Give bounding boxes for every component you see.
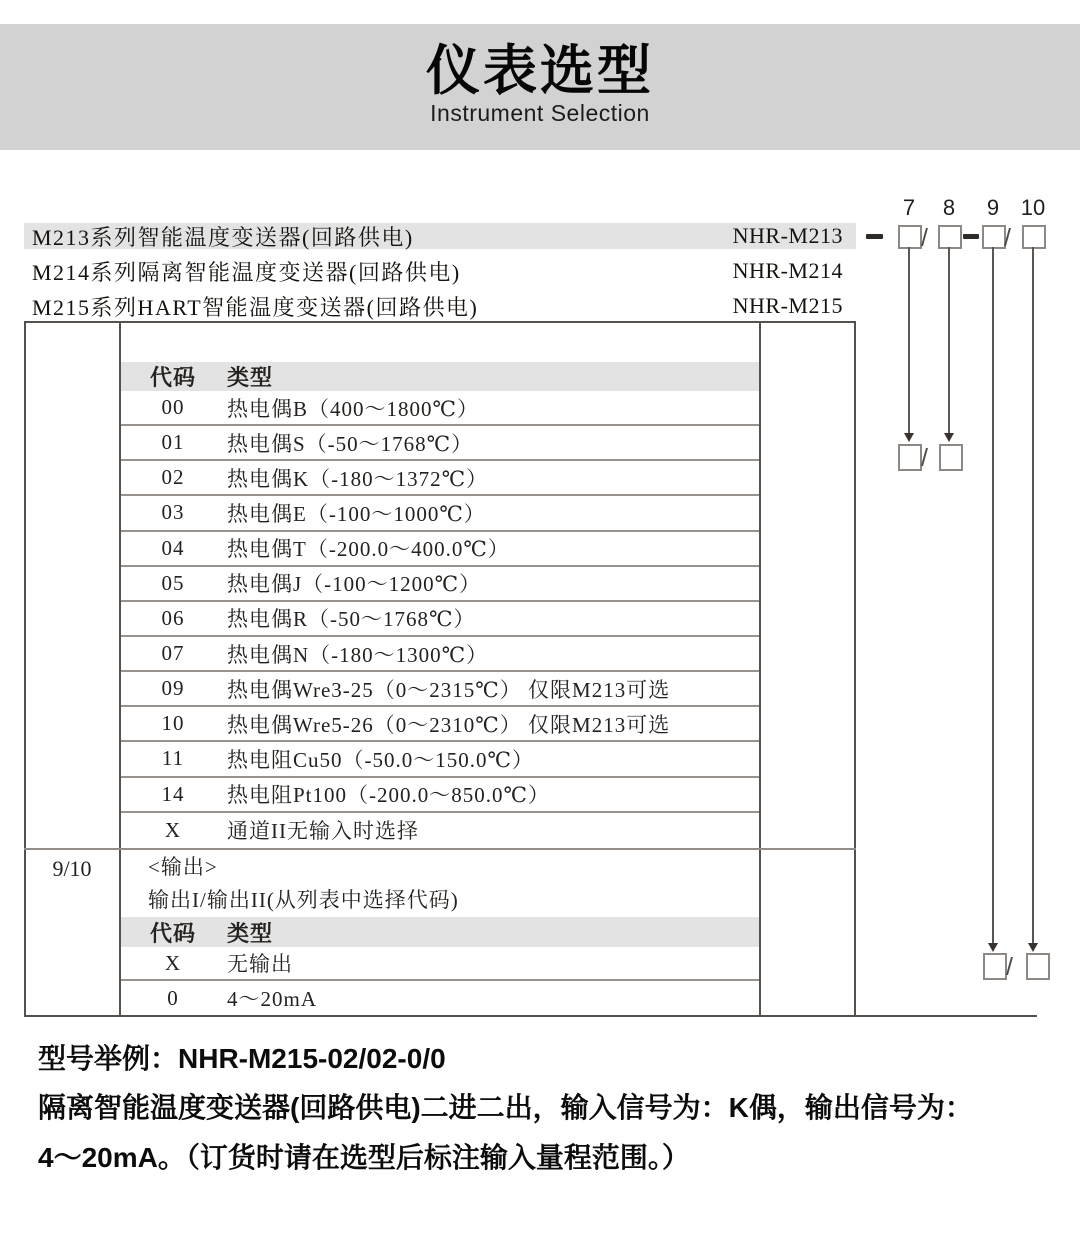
position-number-9: 9 bbox=[986, 195, 1000, 220]
selector-box-7 bbox=[898, 225, 922, 249]
table-row bbox=[121, 391, 759, 426]
column-header-type: 类型 bbox=[227, 365, 274, 390]
code-cell: 03 bbox=[161, 500, 185, 525]
series-model-code: NHR-M213 bbox=[732, 223, 843, 248]
table-inner-right-border bbox=[759, 321, 761, 1017]
arrowhead-down bbox=[944, 433, 954, 442]
series-label: M214系列隔离智能温度变送器(回路供电) bbox=[32, 259, 461, 285]
code-cell: 02 bbox=[161, 465, 185, 490]
position-number-10: 10 bbox=[1020, 195, 1046, 220]
series-row-m214 bbox=[24, 256, 856, 286]
code-cell: X bbox=[164, 817, 182, 842]
code-cell: 11 bbox=[161, 746, 185, 771]
input-table-rows bbox=[121, 391, 759, 848]
leader-line-9 bbox=[992, 247, 994, 943]
table-row bbox=[121, 567, 759, 602]
type-cell: 热电偶Wre3-25（0～2315℃） 仅限M213可选 bbox=[227, 677, 671, 702]
model-example-note: 4～20mA。（订货时请在选型后标注输入量程范围。） bbox=[38, 1142, 690, 1173]
output-code-box-9 bbox=[983, 953, 1007, 980]
type-cell: 热电偶R（-50～1768℃） bbox=[227, 607, 476, 632]
arrowhead-down bbox=[904, 433, 914, 442]
code-cell: 06 bbox=[161, 605, 185, 630]
type-cell: 热电偶K（-180～1372℃） bbox=[227, 466, 489, 491]
code-cell: 05 bbox=[161, 570, 185, 595]
type-cell: 热电偶E（-100～1000℃） bbox=[227, 501, 486, 526]
slash-separator: / bbox=[921, 444, 928, 472]
table-row bbox=[121, 947, 759, 981]
dash-separator bbox=[866, 234, 883, 239]
series-row-m213 bbox=[24, 223, 856, 249]
page-title-banner bbox=[0, 24, 1080, 150]
column-header-code: 代码 bbox=[149, 365, 196, 390]
table-row bbox=[121, 426, 759, 461]
selector-box-8 bbox=[938, 225, 962, 249]
output-section-subtitle: 输出I/输出II(从列表中选择代码) bbox=[148, 888, 459, 912]
input-type-table bbox=[121, 362, 759, 848]
code-cell: 09 bbox=[161, 676, 185, 701]
output-section-title: <输出> bbox=[148, 854, 218, 879]
position-number-8: 8 bbox=[942, 195, 956, 220]
table-row bbox=[121, 742, 759, 777]
output-table-rows bbox=[121, 947, 759, 1015]
model-example-description: 隔离智能温度变送器(回路供电)二进二出，输入信号为：K偶，输出信号为： bbox=[38, 1092, 973, 1123]
table-row bbox=[121, 672, 759, 707]
column-header-code: 代码 bbox=[149, 920, 196, 946]
table-row bbox=[121, 602, 759, 637]
type-cell: 4～20mA bbox=[227, 987, 317, 1011]
code-cell: 14 bbox=[161, 781, 185, 806]
side-label-9-10: 9/10 bbox=[52, 856, 92, 881]
type-cell: 热电偶N（-180～1300℃） bbox=[227, 642, 489, 667]
arrowhead-down bbox=[1028, 943, 1038, 952]
code-cell: X bbox=[164, 950, 182, 975]
table-right-border bbox=[854, 321, 856, 1017]
table-row bbox=[121, 778, 759, 813]
series-label: M215系列HART智能温度变送器(回路供电) bbox=[32, 294, 479, 320]
table-row bbox=[121, 496, 759, 531]
type-cell: 热电偶B（400～1800℃） bbox=[227, 396, 479, 421]
type-cell: 热电阻Pt100（-200.0～850.0℃） bbox=[227, 783, 550, 808]
position-number-7: 7 bbox=[902, 195, 916, 220]
table-left-border bbox=[24, 321, 26, 1017]
code-cell: 0 bbox=[167, 985, 179, 1010]
leader-line-10 bbox=[1032, 247, 1034, 943]
type-cell: 热电偶S（-50～1768℃） bbox=[227, 431, 474, 456]
dash-separator bbox=[963, 234, 979, 239]
output-code-box-10 bbox=[1026, 953, 1050, 980]
table-row bbox=[121, 981, 759, 1015]
table-top-border bbox=[24, 321, 856, 323]
type-cell: 通道II无输入时选择 bbox=[227, 819, 419, 844]
input-table-header bbox=[121, 362, 759, 391]
table-row bbox=[121, 461, 759, 496]
leader-line-7 bbox=[908, 247, 910, 433]
selector-box-10 bbox=[1022, 225, 1046, 249]
model-example-line: 型号举例：NHR-M215-02/02-0/0 bbox=[38, 1043, 446, 1074]
code-cell: 04 bbox=[161, 535, 185, 560]
page-subtitle: Instrument Selection bbox=[430, 100, 650, 126]
table-row bbox=[121, 637, 759, 672]
leader-line-8 bbox=[948, 247, 950, 433]
type-cell: 热电偶T（-200.0～400.0℃） bbox=[227, 537, 510, 562]
input-code-box-7 bbox=[898, 444, 922, 471]
table-row bbox=[121, 813, 759, 848]
series-row-m215 bbox=[24, 291, 856, 321]
column-header-type: 类型 bbox=[227, 920, 274, 946]
type-cell: 无输出 bbox=[227, 952, 293, 976]
code-cell: 00 bbox=[161, 395, 185, 420]
series-model-code: NHR-M214 bbox=[732, 258, 843, 283]
table-row bbox=[121, 532, 759, 567]
output-section bbox=[121, 850, 759, 1015]
code-cell: 10 bbox=[161, 711, 185, 736]
input-code-box-8 bbox=[939, 444, 963, 471]
slash-separator: / bbox=[1004, 224, 1011, 252]
series-label: M213系列智能温度变送器(回路供电) bbox=[32, 224, 414, 250]
page-title: 仪表选型 bbox=[426, 41, 654, 101]
table-row bbox=[121, 707, 759, 742]
code-cell: 01 bbox=[161, 430, 185, 455]
type-cell: 热电阻Cu50（-50.0～150.0℃） bbox=[227, 747, 534, 772]
arrowhead-down bbox=[988, 943, 998, 952]
series-model-code: NHR-M215 bbox=[732, 293, 843, 318]
type-cell: 热电偶Wre5-26（0～2310℃） 仅限M213可选 bbox=[227, 712, 671, 737]
code-cell: 07 bbox=[161, 641, 185, 666]
output-section-subtitle-row bbox=[121, 881, 759, 917]
type-cell: 热电偶J（-100～1200℃） bbox=[227, 572, 482, 597]
output-section-title-row bbox=[121, 850, 759, 881]
table-bottom-border bbox=[24, 1015, 1037, 1017]
slash-separator: / bbox=[1006, 953, 1013, 981]
slash-separator: / bbox=[921, 224, 928, 252]
output-table-header bbox=[121, 917, 759, 947]
selector-box-9 bbox=[982, 225, 1006, 249]
